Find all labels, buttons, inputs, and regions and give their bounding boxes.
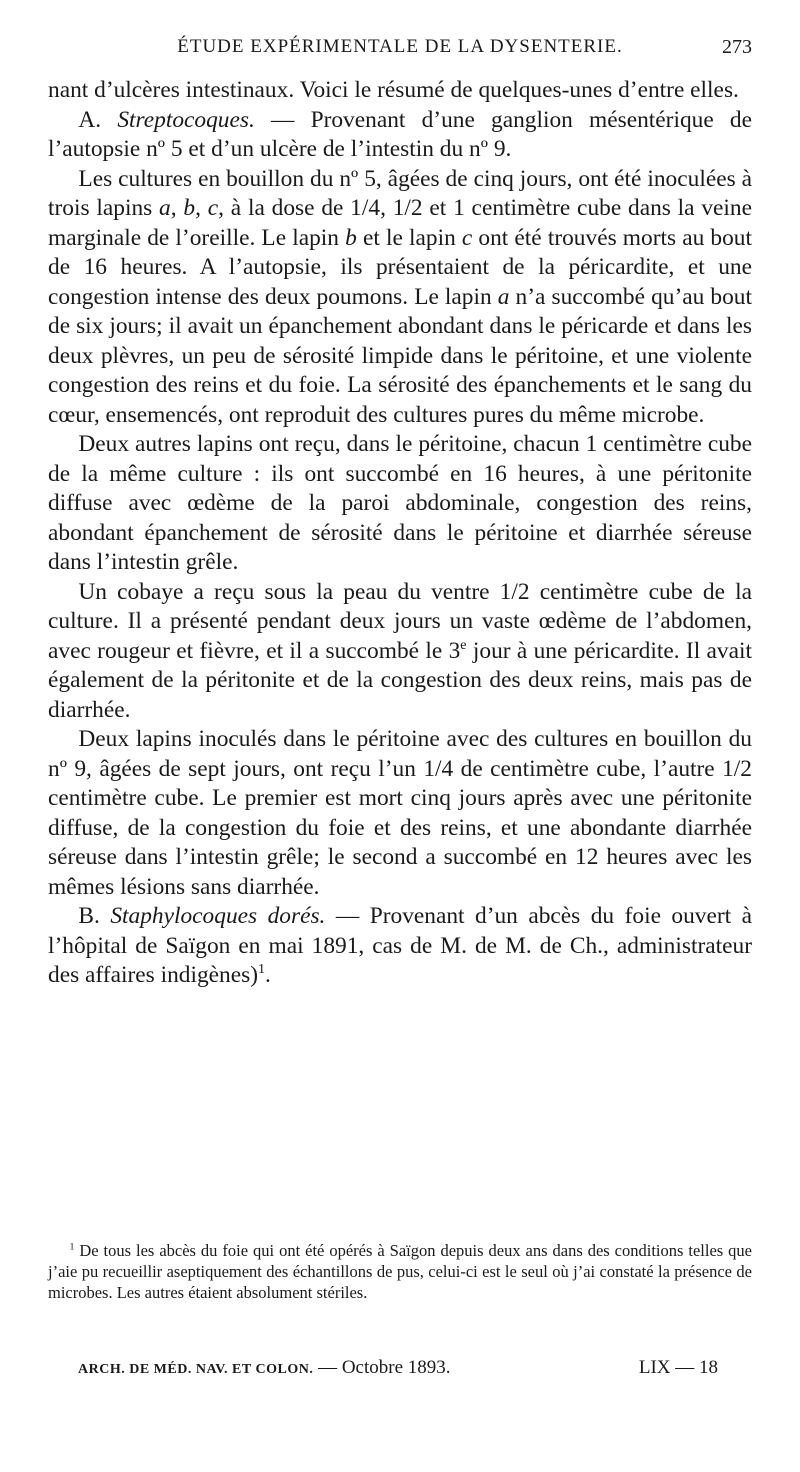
body-text	[48, 76, 752, 991]
paragraph-text: — Provenant d’un abcès du foie ouvert à l’hôpital de Saïgon en mai 1891, cas de M. de M. de Ch., administrateur des affaires indigènes)	[48, 903, 752, 988]
paragraph-text: Deux lapins inoculés dans le péritoine avec des cultures en bouillon du nº 9, âgées de sept jours, ont reçu l’un 1/4 de centimètre cube, l’autre 1/2 centimètre cube. Le premier est mort cinq jours après avec une péritonite diffuse, de la congestion du foie et des reins, et une abondante diarrhée séreuse dans l’intestin grêle; le second a succombé en 12 heures avec les mêmes lésions sans diarrhée.	[48, 726, 752, 900]
paragraph-two-rabbits	[48, 430, 752, 578]
paragraph-text: — Provenant d’une ganglion mésentérique de l’autopsie nº 5 et d’un ulcère de l’intestin du nº 9.	[48, 106, 752, 162]
rabbit-label: b	[183, 195, 196, 221]
paragraph-text: Un cobaye a reçu sous la peau du ventre 1/2 centimètre cube de la culture. Il a présenté pendant deux jours un vaste œdème de l’abdomen, avec rougeur et fièvre, et il a succombé le 3	[48, 578, 752, 664]
footnote	[48, 1240, 752, 1303]
journal-abbrev: ARCH. DE MÉD. NAV. ET COLON.	[78, 1362, 314, 1377]
rabbit-label: b	[345, 224, 357, 251]
page-number: 273	[722, 36, 752, 58]
paragraph-staphylocoques	[48, 902, 752, 991]
separator: ,	[195, 195, 208, 221]
paragraph-cobaye	[48, 578, 752, 726]
paragraph-text: Les cultures en bouillon du nº 5, âgées de cinq jours, ont été inoculées à trois lapins	[48, 165, 752, 221]
footnotes	[48, 1240, 752, 1303]
footnote-reference: 1	[258, 961, 266, 978]
signature-mark: LIX — 18	[638, 1357, 718, 1378]
page-footer	[78, 1357, 718, 1383]
rabbit-label: a	[497, 283, 510, 310]
paragraph-text: .	[265, 962, 271, 988]
paragraph-streptocoques	[48, 106, 752, 165]
rabbit-label: c	[207, 195, 219, 221]
paragraph-bouillon-9	[48, 725, 752, 902]
page-header	[48, 36, 752, 66]
footnote-text: De tous les abcès du foie qui ont été opérés à Saïgon depuis deux ans dans des conditions telles que j’aie pu recueillir aseptiquement des échantillons de pus, celui-ci est le seul où j’ai constaté la présence de microbes. Les autres étaient absolument stériles.	[48, 1241, 752, 1302]
paragraph-text: ont été trouvés morts au bout de 16 heures. A l’autopsie, ils présentaient de la péricardite, et une congestion intense des deux poumons. Le lapin	[48, 224, 753, 310]
paragraph-text: Deux autres lapins ont reçu, dans le péritoine, chacun 1 centimètre cube de la même culture : ils ont succombé en 16 heures, à une péritonite diffuse avec œdème de la paroi abdominale, congestion des reins, abondant épanchement de sérosité dans le péritoine et diarrhée séreuse dans l’intestin grêle.	[48, 431, 752, 575]
issue-date: Octobre 1893.	[341, 1357, 451, 1378]
section-title-staphylocoques: Staphylocoques dorés.	[110, 903, 326, 929]
rabbit-label: c	[461, 224, 473, 251]
footer-dash: —	[313, 1357, 342, 1378]
paragraph-cultures	[48, 165, 752, 431]
running-title: ÉTUDE EXPÉRIMENTALE DE LA DYSENTERIE.	[177, 36, 623, 57]
paragraph-text: jour à une péricardite. Il avait également de la péritonite et de la congestion des deux reins, mais pas de diarrhée.	[48, 637, 752, 723]
section-label: A.	[78, 106, 118, 133]
separator: ,	[170, 195, 184, 221]
rabbit-label: a	[159, 195, 171, 221]
journal-citation	[78, 1357, 451, 1379]
paragraph-text: et le lapin	[356, 224, 462, 251]
paragraph-text: nant d’ulcères intestinaux. Voici le résumé de quelques-unes d’entre elles.	[48, 77, 739, 103]
paragraph-text: , à la dose de 1/4, 1/2 et 1 centimètre cube dans la veine marginale de l’oreille. Le lapin	[48, 195, 753, 251]
section-title-streptocoques: Streptocoques.	[117, 106, 255, 133]
footnote-marker: 1	[69, 1241, 75, 1253]
paragraph-text: n’a succombé qu’au bout de six jours; il avait un épanchement abondant dans le péricarde et dans les deux plèvres, un peu de sérosité limpide dans le péritoine, et une violente congestion des reins et du foie. La sérosité des épanchements et le sang du cœur, ensemencés, ont reproduit des cultures pures du même microbe.	[48, 283, 752, 428]
paragraph-continuation	[48, 76, 752, 106]
section-label: B.	[78, 903, 111, 929]
ordinal-superscript: e	[460, 636, 467, 653]
